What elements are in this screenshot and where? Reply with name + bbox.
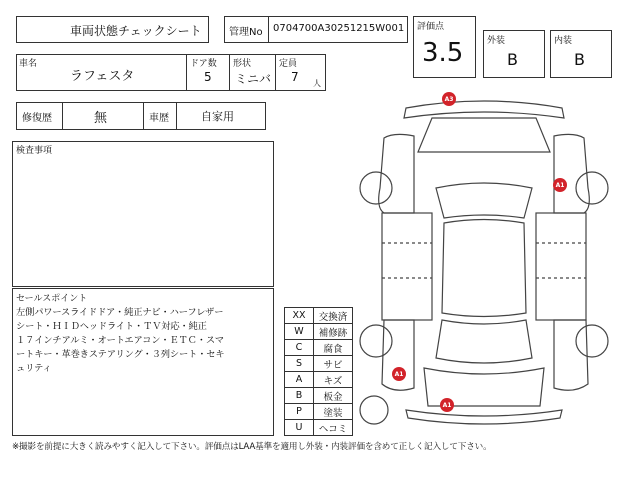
interior-score-label: 内装 (554, 36, 573, 46)
divider (176, 102, 177, 130)
legend-meaning: 補修跡 (314, 324, 353, 340)
damage-mark-right-front: A1 (553, 178, 567, 192)
windshield-shape (436, 183, 532, 218)
legend-row (285, 356, 353, 372)
sales-point-line: 左側パワースライドドア・純正ナビ・ハーフレザー (16, 307, 224, 318)
sales-point-line: ュリティ (16, 363, 52, 374)
right-side-panel (536, 213, 586, 320)
legend-code: A (285, 372, 314, 388)
inspection-label: 検査事項 (16, 146, 53, 156)
legend-code: C (285, 340, 314, 356)
sales-point-line: １７インチアルミ・オートエアコン・ＥＴＣ・スマ (16, 335, 224, 346)
vehicle-name: ラフェスタ (70, 69, 135, 84)
left-side-panel (382, 213, 432, 320)
rear-right-wheel (576, 325, 608, 357)
overall-score: 3.5 (422, 38, 464, 68)
sales-point-line: シート・ＨＩＤヘッドライト・ＴＶ対応・純正 (16, 321, 207, 332)
front-bumper-shape (404, 101, 564, 118)
interior-score: B (574, 50, 585, 69)
legend-row (285, 404, 353, 420)
damage-mark-front-bumper: A3 (442, 92, 456, 106)
sheet-title: 車両状態チェックシート (70, 24, 202, 38)
legend-code: B (285, 388, 314, 404)
rear-window-shape (436, 320, 532, 363)
front-right-wheel (576, 172, 608, 204)
legend-row (285, 388, 353, 404)
exterior-score-label: 外装 (487, 36, 506, 46)
front-left-wheel (360, 172, 392, 204)
repair-history-label: 修復歴 (22, 113, 52, 124)
overall-score-label: 評価点 (417, 22, 445, 32)
divider (186, 54, 187, 91)
usage-history-value: 自家用 (201, 110, 234, 123)
doors-label: ドア数 (190, 59, 217, 69)
legend-row (285, 324, 353, 340)
capacity-label: 定員 (279, 59, 298, 69)
damage-code-legend (284, 307, 353, 436)
legend-code: S (285, 356, 314, 372)
mgmt-number: 0704700A30251215W001 (273, 23, 405, 34)
legend-code: U (285, 420, 314, 436)
doors-value: 5 (204, 70, 212, 84)
damage-mark-rear-bumper: A1 (440, 398, 454, 412)
sales-points-label: セールスポイント (16, 294, 88, 304)
legend-row (285, 372, 353, 388)
legend-meaning: 交換済 (314, 308, 353, 324)
divider (62, 102, 63, 130)
vehicle-name-label: 車名 (19, 59, 38, 69)
rear-left-wheel (360, 325, 392, 357)
footer-note: ※撮影を前提に大きく読みやすく記入して下さい。評価点はLAA基準を適用し外装・内装評価を含めて正しく記入して下さい。 (12, 442, 492, 452)
divider (143, 102, 144, 130)
legend-code: P (285, 404, 314, 420)
legend-meaning: 腐食 (314, 340, 353, 356)
mgmt-label: 管理No (229, 27, 263, 38)
usage-history-label: 車歴 (149, 113, 169, 124)
legend-meaning: キズ (314, 372, 353, 388)
legend-code: XX (285, 308, 314, 324)
legend-code: W (285, 324, 314, 340)
legend-row (285, 340, 353, 356)
capacity-value: 7 (291, 70, 299, 84)
capacity-unit: 人 (313, 79, 321, 88)
repair-history-value: 無 (94, 111, 108, 126)
shape-label: 形状 (233, 59, 252, 69)
inspection-box (12, 141, 274, 287)
hood-shape (418, 118, 550, 152)
rear-bumper-shape (406, 410, 562, 424)
shape-value: ミニバ (235, 72, 272, 86)
roof-shape (442, 220, 526, 317)
sales-point-line: ートキー・革巻きステアリング・３列シート・セキ (16, 349, 225, 360)
car-diagram (354, 88, 614, 433)
sales-points-text (16, 306, 225, 376)
divider (229, 54, 230, 91)
right-rear-side (554, 320, 588, 390)
damage-mark-left-rear: A1 (392, 367, 406, 381)
legend-meaning: ヘコミ (314, 420, 353, 436)
legend-meaning: 板金 (314, 388, 353, 404)
spare-tire (360, 396, 388, 424)
exterior-score: B (507, 50, 518, 69)
legend-row (285, 308, 353, 324)
divider (275, 54, 276, 91)
legend-meaning: サビ (314, 356, 353, 372)
mgmt-divider (268, 16, 269, 43)
legend-row (285, 420, 353, 436)
legend-meaning: 塗装 (314, 404, 353, 420)
